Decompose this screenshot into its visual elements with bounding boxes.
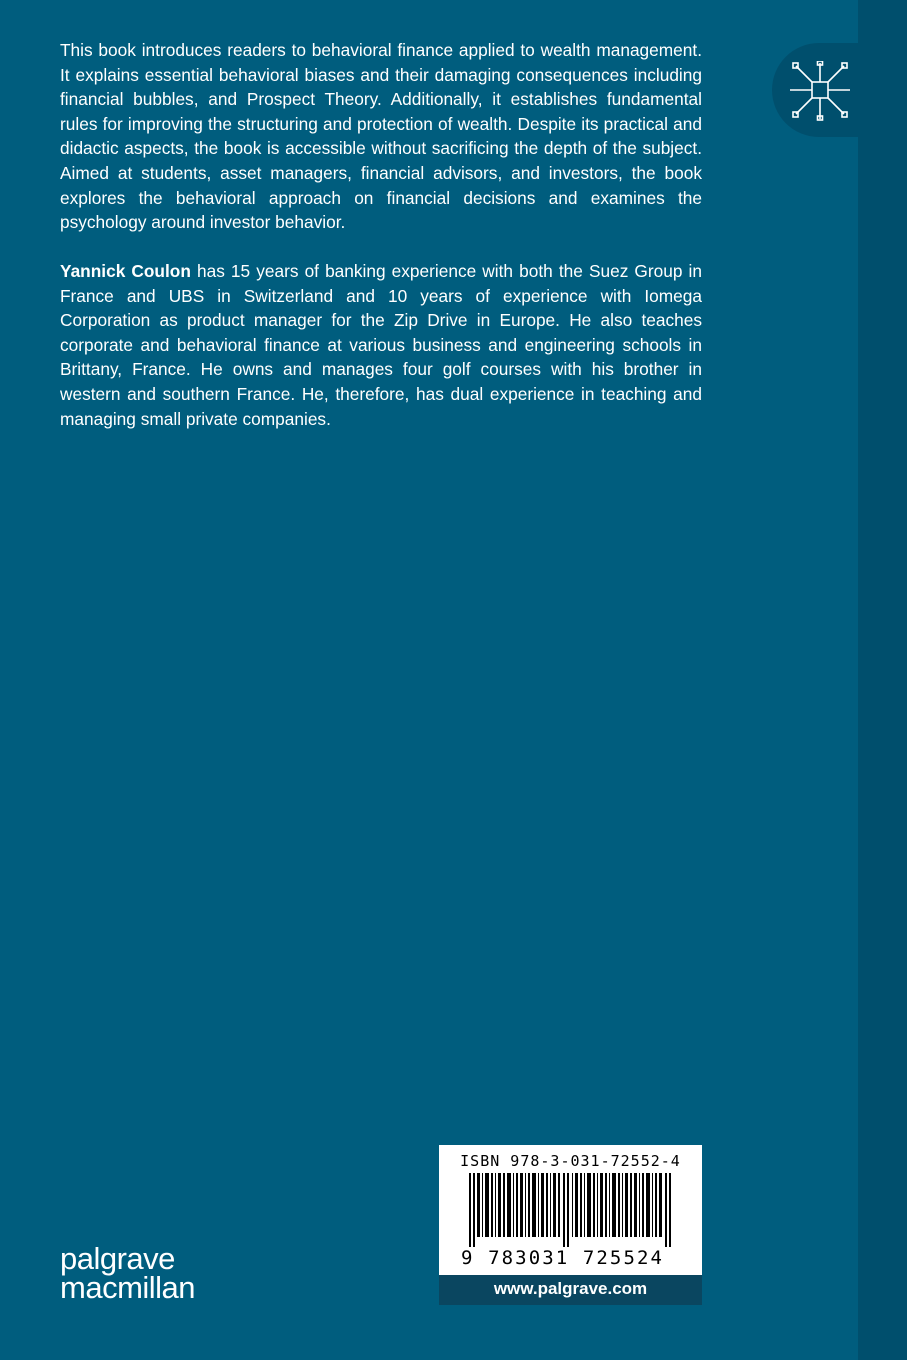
logo-tab — [772, 43, 872, 137]
publisher-logo — [60, 1241, 196, 1305]
publisher-url[interactable]: www.palgrave.com — [439, 1275, 702, 1305]
barcode-box — [439, 1145, 702, 1275]
isbn-label: ISBN 978-3-031-72552-4 — [460, 1152, 681, 1170]
palgrave-network-logo-icon — [788, 61, 854, 121]
publisher-line-1: palgrave — [60, 1241, 175, 1276]
barcode-digits: 9 783031 725524 — [461, 1247, 665, 1269]
author-bio — [60, 259, 702, 431]
author-bio-text: has 15 years of banking experience with both the Suez Group in France and UBS in Switzerland and 10 years of experience with Iomega Corporation as product manager for the Zip Drive in Europe. He also teaches corporate and behavioral finance at various business and engineering schools in Brittany, France. He owns and manages four golf courses with his brother in western and southern France. He, therefore, has dual experience in teaching and managing small private companies. — [60, 261, 702, 429]
barcode-icon — [461, 1173, 683, 1247]
book-description: This book introduces readers to behavioral finance applied to wealth management. It explains essential behavioral biases and their damaging consequences including financial bubbles, and Prospect Theory. Additionally, it establishes fundamental rules for improving the structuring and protection of wealth. Despite its practical and didactic aspects, the book is accessible without sacrificing the depth of the subject. Aimed at students, asset managers, financial advisors, and investors, the book explores the behavioral approach on financial decisions and examines the psychology around investor behavior. — [60, 40, 702, 233]
publisher-line-2: macmillan — [60, 1270, 196, 1305]
spine-edge — [858, 0, 907, 1360]
author-name: Yannick Coulon — [60, 261, 191, 281]
